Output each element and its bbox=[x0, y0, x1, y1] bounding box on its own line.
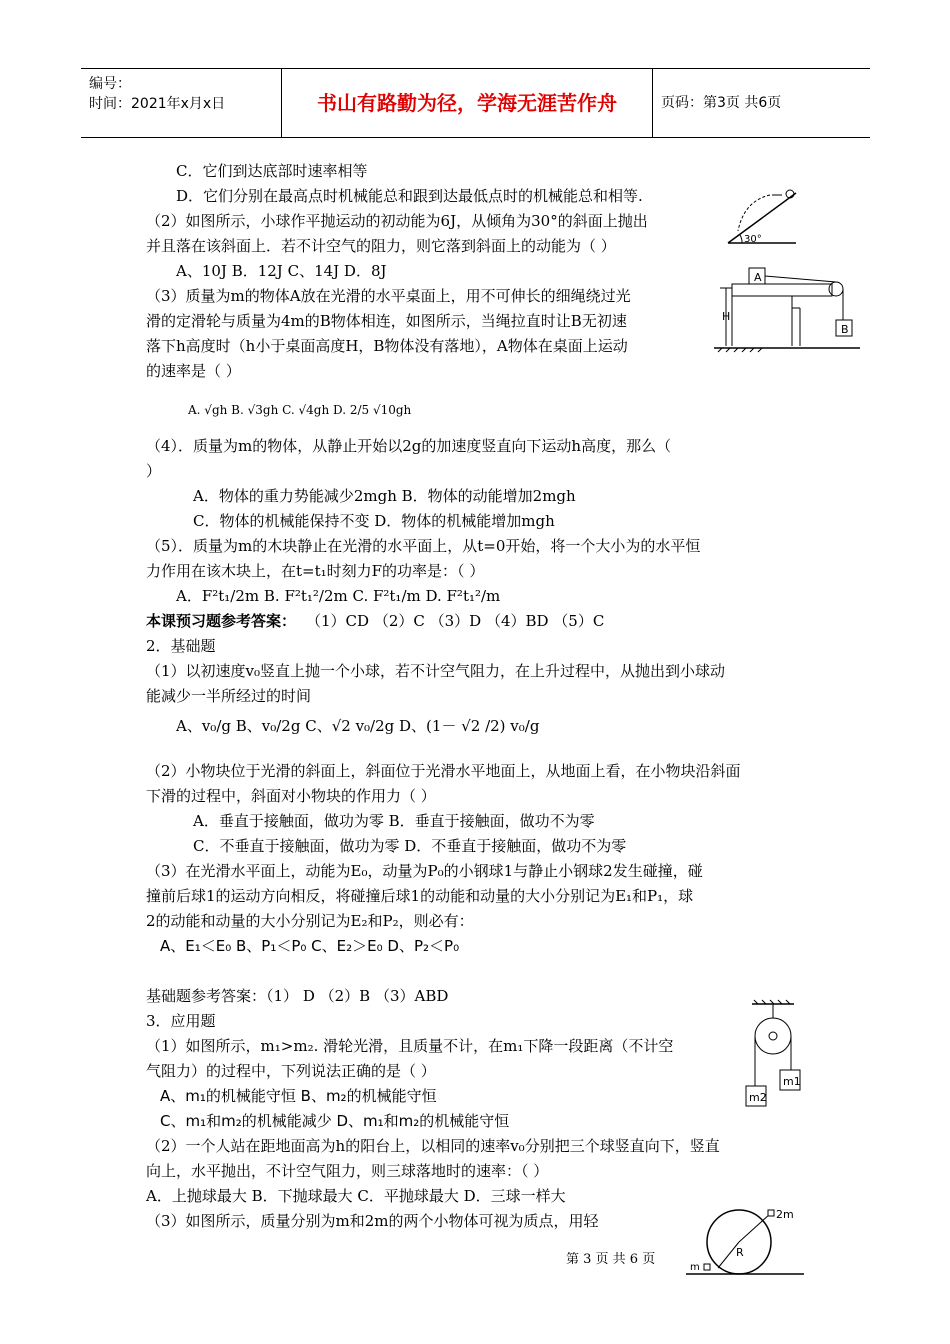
text-line: ） bbox=[146, 462, 162, 480]
text-line: 2的动能和动量的大小分别记为E₂和P₂，则必有： bbox=[146, 912, 474, 930]
answer-line: 基础题参考答案：（1） D （2）B （3）ABD bbox=[146, 987, 449, 1005]
answer-heading: 本课预习题参考答案： bbox=[146, 612, 297, 630]
circle-track-figure bbox=[686, 1206, 806, 1278]
table-pulley-figure bbox=[712, 264, 862, 356]
text-line: D．它们分别在最高点时机械能总和跟到达最低点时的机械能总和相等. bbox=[176, 187, 643, 205]
section-heading: 3．应用题 bbox=[146, 1012, 216, 1030]
page-header bbox=[81, 68, 870, 138]
mass-m2-label: m2 bbox=[749, 1091, 767, 1104]
text-line: A、v₀/g B、v₀/2g C、√2 v₀/2g D、(1－ √2 /2) v₀/g bbox=[176, 717, 540, 735]
text-line: 滑的定滑轮与质量为4m的B物体相连，如图所示，当绳拉直时让B无初速 bbox=[146, 312, 627, 330]
block-b-label: B bbox=[841, 323, 849, 336]
mass-2m-label: 2m bbox=[776, 1208, 794, 1221]
text-line: 能减少一半所经过的时间 bbox=[146, 687, 312, 705]
text-line: 气阻力）的过程中，下列说法正确的是（ ） bbox=[146, 1062, 436, 1080]
text-line: （2）小物块位于光滑的斜面上，斜面位于光滑水平地面上，从地面上看，在小物块沿斜面 bbox=[146, 762, 741, 780]
text-line: C．不垂直于接触面，做功为零 D．不垂直于接触面，做功不为零 bbox=[193, 837, 627, 855]
radius-label: R bbox=[736, 1246, 744, 1259]
text-line: A．F²t₁/2m B. F²t₁²/2m C. F²t₁/m D. F²t₁²/m bbox=[176, 587, 501, 605]
text-line: A、E₁＜E₀ B、P₁＜P₀ C、E₂＞E₀ D、P₂＜P₀ bbox=[160, 937, 460, 955]
height-label: H bbox=[722, 310, 731, 323]
header-motto: 书山有路勤为径，学海无涯苦作舟 bbox=[282, 69, 653, 137]
incline-figure bbox=[722, 185, 800, 247]
mass-m1-label: m1 bbox=[783, 1075, 801, 1088]
text-line: （1）以初速度v₀竖直上抛一个小球，若不计空气阻力，在上升过程中，从抛出到小球动 bbox=[146, 662, 726, 680]
text-line: （4）．质量为m的物体，从静止开始以2g的加速度竖直向下运动h高度，那么（ bbox=[146, 437, 672, 455]
text-line: C、m₁和m₂的机械能减少 D、m₁和m₂的机械能守恒 bbox=[160, 1112, 510, 1130]
page-number-label: 页码：第3页 共6页 bbox=[661, 95, 782, 111]
text-line: 的速率是（ ） bbox=[146, 362, 241, 380]
time-label: 时间：2021年x月x日 bbox=[89, 96, 226, 112]
mass-m-label: m bbox=[690, 1262, 700, 1273]
text-line: 撞前后球1的运动方向相反，将碰撞后球1的动能和动量的大小分别记为E₁和P₁，球 bbox=[146, 887, 694, 905]
text-line: A、m₁的机械能守恒 B、m₂的机械能守恒 bbox=[160, 1087, 437, 1105]
text-line: 并且落在该斜面上．若不计空气的阻力，则它落到斜面上的动能为（ ） bbox=[146, 237, 616, 255]
angle-label: 30° bbox=[744, 234, 762, 245]
text-line: 力作用在该木块上，在t=t₁时刻力F的功率是：（ ） bbox=[146, 562, 485, 580]
text-line: A、10J B．12J C、14J D．8J bbox=[176, 262, 387, 280]
text-line: （3）质量为m的物体A放在光滑的水平桌面上，用不可伸长的细绳绕过光 bbox=[146, 287, 631, 305]
text-line: C．物体的机械能保持不变 D．物体的机械能增加mgh bbox=[193, 512, 555, 530]
text-line: A．垂直于接触面，做功为零 B．垂直于接触面，做功不为零 bbox=[193, 812, 595, 830]
text-line: （1）如图所示，m₁>m₂. 滑轮光滑，且质量不计，在m₁下降一段距离（不计空 bbox=[146, 1037, 674, 1055]
text-line: 下滑的过程中，斜面对小物块的作用力（ ） bbox=[146, 787, 436, 805]
text-line: A. √gh B. √3gh C. √4gh D. 2/5 √10gh bbox=[188, 403, 412, 417]
text-line: C．它们到达底部时速率相等 bbox=[176, 162, 368, 180]
text-line: A．上抛球最大 B．下抛球最大 C．平抛球最大 D．三球一样大 bbox=[146, 1187, 566, 1205]
block-a-label: A bbox=[754, 271, 762, 284]
page-footer: 第 3 页 共 6 页 bbox=[566, 1252, 656, 1267]
text-line: （1）CD （2）C （3）D （4）BD （5）C bbox=[306, 612, 605, 630]
serial-label: 编号： bbox=[89, 76, 131, 92]
text-line: （2）如图所示，小球作平抛运动的初动能为6J，从倾角为30°的斜面上抛出 bbox=[146, 212, 648, 230]
text-line: （3）在光滑水平面上，动能为E₀，动量为P₀的小钢球1与静止小钢球2发生碰撞，碰 bbox=[146, 862, 703, 880]
text-line: （3）如图所示，质量分别为m和2m的两个小物体可视为质点，用轻 bbox=[146, 1212, 599, 1230]
header-meta bbox=[81, 69, 282, 137]
text-line: （5）．质量为m的木块静止在光滑的水平面上，从t=0开始，将一个大小为的水平恒 bbox=[146, 537, 701, 555]
text-line: 向上，水平抛出，不计空气阻力，则三球落地时的速率：（ ） bbox=[146, 1162, 549, 1180]
section-heading: 2．基础题 bbox=[146, 637, 216, 655]
text-line: A．物体的重力势能减少2mgh B．物体的动能增加2mgh bbox=[193, 487, 576, 505]
atwood-figure bbox=[742, 998, 802, 1110]
text-line: 落下h高度时（h小于桌面高度H，B物体没有落地），A物体在桌面上运动 bbox=[146, 337, 628, 355]
text-line: （2）一个人站在距地面高为h的阳台上，以相同的速率v₀分别把三个球竖直向下，竖直 bbox=[146, 1137, 720, 1155]
